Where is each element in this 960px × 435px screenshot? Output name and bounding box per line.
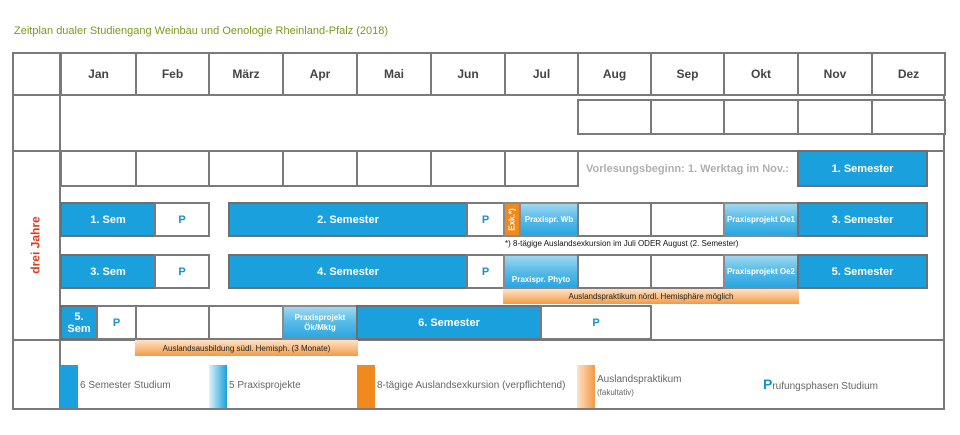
empty-cell-aug xyxy=(577,99,652,135)
month-header: Nov xyxy=(797,52,873,96)
side-label: drei Jahre xyxy=(29,216,43,274)
row1-cell-apr xyxy=(282,150,358,187)
row4-auslandsausbildung-bar: Auslandsausbildung südl. Hemisph. (3 Monate) xyxy=(135,340,358,356)
row2-footnote: *) 8-tägige Auslandsexkursion im Juli ODER August (2. Semester) xyxy=(505,239,739,248)
legend-praxis: 5 Praxisprojekte xyxy=(229,380,301,391)
month-header: Aug xyxy=(577,52,652,96)
month-header: Sep xyxy=(650,52,725,96)
row2-exkursion-label: Exk.*) xyxy=(507,208,517,231)
legend-swatch-praxis xyxy=(209,365,227,408)
month-header: Jan xyxy=(60,52,137,96)
month-header: Mai xyxy=(356,52,432,96)
row2-cell-aug xyxy=(577,202,652,237)
row3-praxis-phyto: Praxispr. Phyto xyxy=(503,254,579,289)
row1-cell-jun xyxy=(430,150,506,187)
month-header: Dez xyxy=(871,52,946,96)
legend-swatch-praktikum xyxy=(577,365,595,408)
month-header: Jul xyxy=(504,52,579,96)
row4-cell-mar xyxy=(208,305,284,340)
month-header: Okt xyxy=(723,52,799,96)
row2-praxis-wb: Praxispr. Wb xyxy=(519,202,579,237)
month-header: März xyxy=(208,52,284,96)
legend-studium: 6 Semester Studium xyxy=(80,380,171,391)
month-header: Feb xyxy=(135,52,210,96)
row4-praxis-ok: Praxisprojekt Ök/Mktg xyxy=(282,305,358,340)
row1-cell-jul xyxy=(504,150,579,187)
row2-pruefung-2: P xyxy=(466,202,505,237)
legend-pruefung xyxy=(763,376,878,394)
row4-pruefung-1: P xyxy=(96,305,137,340)
row3-pruefung-1: P xyxy=(154,254,210,289)
row2-sem-1: 1. Sem xyxy=(60,202,156,237)
month-header: Jun xyxy=(430,52,506,96)
month-header: Apr xyxy=(282,52,358,96)
row2-praxis-oe1: Praxisprojekt Oe1 xyxy=(723,202,799,237)
legend-exkursion: 8-tägige Auslandsexkursion (verpflichtend) xyxy=(377,380,566,391)
page-title: Zeitplan dualer Studiengang Weinbau und Oenologie Rheinland-Pfalz (2018) xyxy=(14,25,389,37)
empty-cell-okt xyxy=(723,99,799,135)
row2-sem-3: 3. Semester xyxy=(797,202,928,237)
legend-praktikum: Auslandspraktikum xyxy=(597,374,682,385)
row4-cell-feb xyxy=(135,305,210,340)
row4-sem-5: 5. Sem xyxy=(60,305,98,340)
legend-swatch-exkursion xyxy=(357,365,375,408)
legend-pruefung-text: rufungsphasen Studium xyxy=(772,381,878,392)
row3-sem-4: 4. Semester xyxy=(228,254,468,289)
legend-pruefung-p: P xyxy=(763,376,773,392)
row1-cell-mai xyxy=(356,150,432,187)
side-label-wrapper xyxy=(14,216,58,274)
row3-sem-5: 5. Semester xyxy=(797,254,928,289)
row3-cell-aug xyxy=(577,254,652,289)
row4-sem-6: 6. Semester xyxy=(356,305,542,340)
row1-cell-feb xyxy=(135,150,210,187)
empty-cell-sep xyxy=(650,99,725,135)
row1-cell-mar xyxy=(208,150,284,187)
empty-cell-nov xyxy=(797,99,873,135)
legend-swatch-studium xyxy=(60,365,78,408)
row3-praxis-oe2: Praxisprojekt Oe2 xyxy=(723,254,799,289)
row2-pruefung-1: P xyxy=(154,202,210,237)
row3-pruefung-2: P xyxy=(466,254,505,289)
row4-pruefung-2: P xyxy=(540,305,652,340)
legend-praktikum-optional: (fakultativ) xyxy=(597,388,634,397)
row2-sem-2: 2. Semester xyxy=(228,202,468,237)
lecture-start-text: Vorlesungsbeginn: 1. Werktag im Nov.: xyxy=(586,162,789,175)
row3-auslandspraktikum-bar: Auslandspraktikum nördl. Hemisphäre möglich xyxy=(503,289,799,304)
row2-cell-sep xyxy=(650,202,725,237)
row1-cell-jan xyxy=(60,150,137,187)
row3-cell-sep xyxy=(650,254,725,289)
row1-semester-1: 1. Semester xyxy=(797,150,928,187)
row3-sem-3: 3. Sem xyxy=(60,254,156,289)
empty-cell-dez xyxy=(871,99,946,135)
